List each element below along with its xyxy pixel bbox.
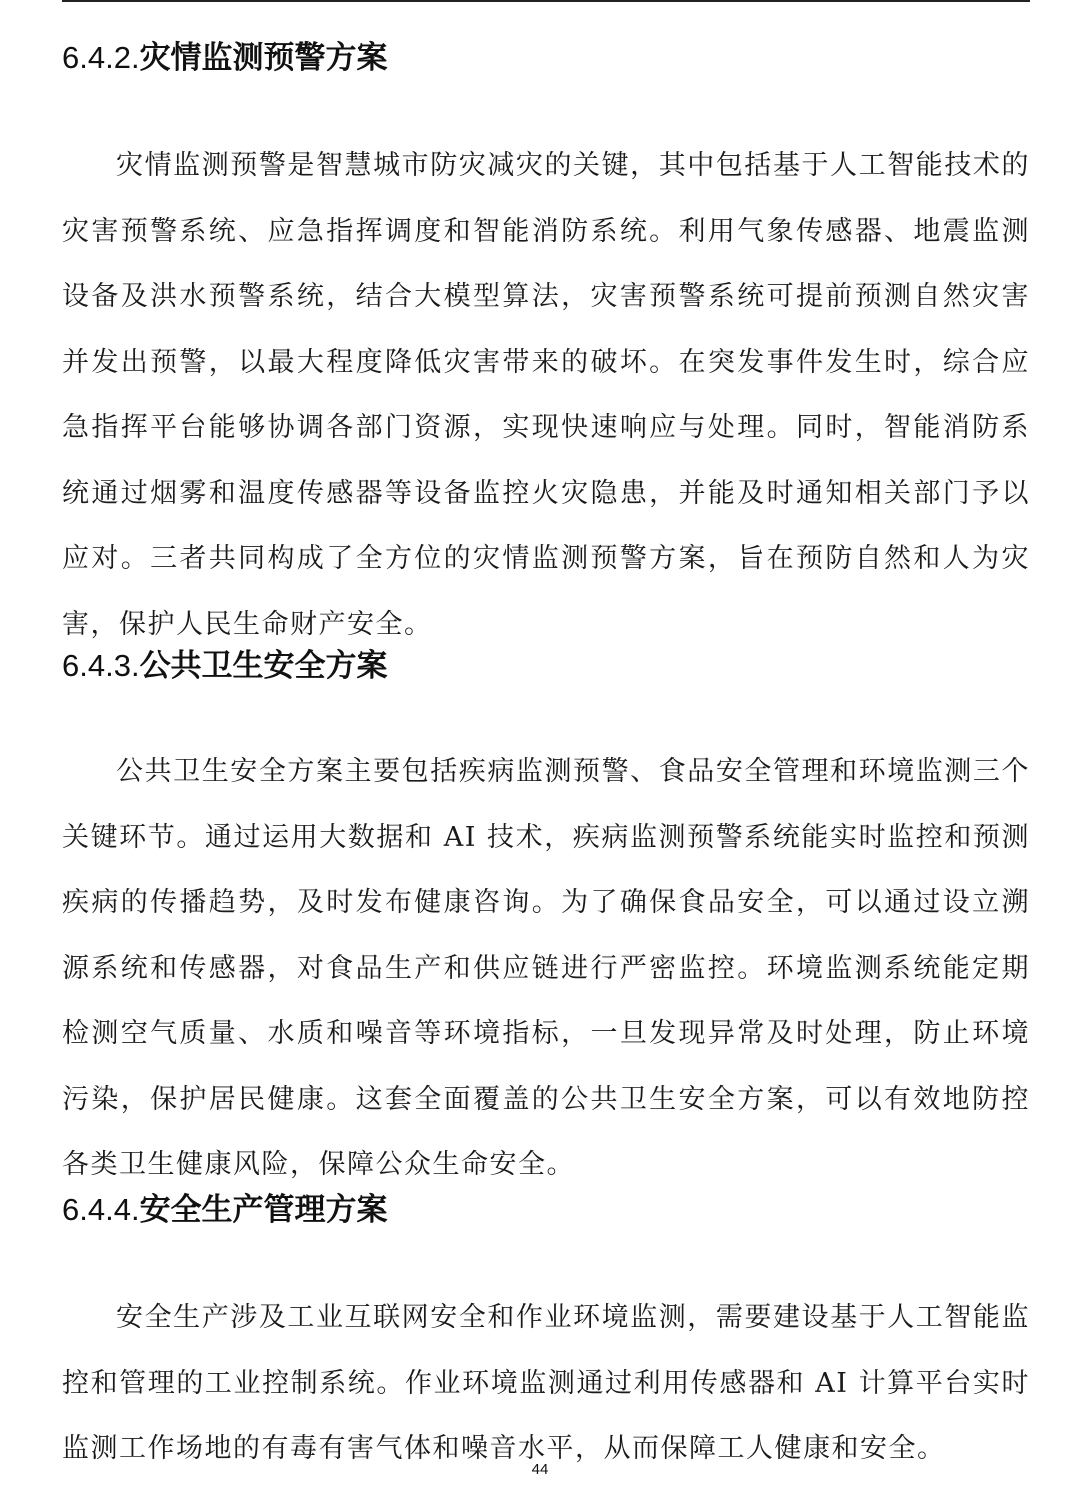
section-heading	[62, 646, 1030, 686]
section-number: 6.4.2.	[62, 40, 140, 75]
section-safety-production	[62, 1190, 1030, 1482]
section-title: 灾情监测预警方案	[139, 40, 388, 76]
page-number: 44	[531, 1461, 549, 1478]
section-paragraph: 灾情监测预警是智慧城市防灾减灾的关键，其中包括基于人工智能技术的灾害预警系统、应急指挥调度和智能消防系统。利用气象传感器、地震监测设备及洪水预警系统，结合大模型算法，灾害预警系统可提前预测自然灾害并发出预警，以最大程度降低灾害带来的破坏。在突发事件发生时，综合应急指挥平台能够协调各部门资源，实现快速响应与处理。同时，智能消防系统通过烟雾和温度传感器等设备监控火灾隐患，并能及时通知相关部门予以应对。三者共同构成了全方位的灾情监测预警方案，旨在预防自然和人为灾害，保护人民生命财产安全。	[62, 150, 1030, 640]
section-paragraph: 安全生产涉及工业互联网安全和作业环境监测，需要建设基于人工智能监控和管理的工业控制系统。作业环境监测通过利用传感器和 AI 计算平台实时监测工作场地的有毒有害气体和噪音水平，从而保障工人健康和安全。	[62, 1302, 1030, 1464]
section-paragraph: 公共卫生安全方案主要包括疾病监测预警、食品安全管理和环境监测三个关键环节。通过运用大数据和 AI 技术，疾病监测预警系统能实时监控和预测疾病的传播趋势，及时发布健康咨询。为了确保食品安全，可以通过设立溯源系统和传感器，对食品生产和供应链进行严密监控。环境监测系统能定期检测空气质量、水质和噪音等环境指标，一旦发现异常及时处理，防止环境污染，保护居民健康。这套全面覆盖的公共卫生安全方案，可以有效地防控各类卫生健康风险，保障公众生命安全。	[62, 756, 1030, 1180]
header-rule	[62, 0, 1030, 2]
section-title: 公共卫生安全方案	[139, 648, 388, 684]
section-title: 安全生产管理方案	[139, 1192, 388, 1228]
section-heading	[62, 38, 1030, 78]
section-heading	[62, 1190, 1030, 1230]
section-disaster-monitoring	[62, 38, 1030, 657]
section-number: 6.4.3.	[62, 648, 140, 683]
section-public-health	[62, 646, 1030, 1198]
section-number: 6.4.4.	[62, 1192, 140, 1227]
